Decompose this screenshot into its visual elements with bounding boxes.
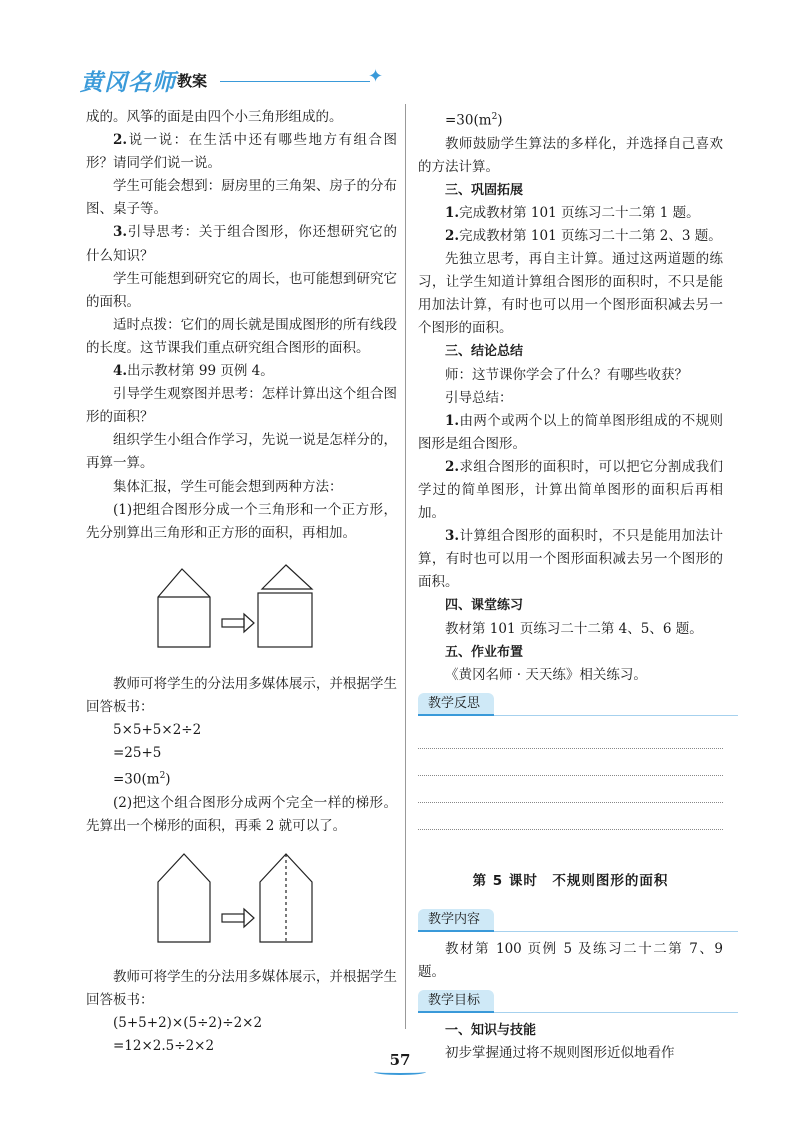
- formula-superscript: 2: [159, 771, 166, 782]
- item-number: 4.: [113, 363, 128, 380]
- paragraph: 学生可能会想到：厨房里的三角架、房子的分布图、桌子等。: [86, 178, 397, 218]
- formula-superscript: 2: [491, 112, 498, 122]
- paragraph: 组织学生小组合作学习，先说一说是怎样分的，再算一算。: [86, 432, 397, 472]
- item-number: 1.: [445, 204, 460, 221]
- paragraph: 《黄冈名师 · 天天练》相关练习。: [445, 666, 647, 683]
- item-number: 3.: [445, 528, 460, 545]
- paragraph: (2)把这个组合图形分成两个完全一样的梯形。先算出一个梯形的面积，再乘 2 就可以了。: [86, 794, 397, 834]
- dotted-line: [418, 748, 723, 749]
- square-piece: [258, 593, 312, 647]
- section-tag-content: 教学内容: [418, 909, 494, 932]
- page-header: [80, 64, 720, 104]
- paragraph-text: 完成教材第 101 页练习二十二第 1 题。: [459, 204, 700, 221]
- header-subtitle: 教案: [177, 72, 208, 90]
- section-heading: 三、巩固拓展: [445, 182, 524, 198]
- paragraph: [86, 129, 397, 175]
- dotted-line: [418, 829, 723, 830]
- right-column: [418, 106, 723, 1065]
- paragraph: [418, 202, 723, 225]
- paragraph: [418, 525, 723, 594]
- item-number: 3.: [113, 224, 128, 241]
- paragraph: [86, 221, 397, 267]
- page-number-ornament: [374, 1069, 426, 1075]
- paragraph: 教师鼓励学生算法的多样化，并选择自己喜欢的方法计算。: [418, 135, 723, 175]
- sparkle-icon: ✦: [368, 66, 384, 87]
- house-shape: [158, 569, 210, 647]
- page-number: 57: [389, 1051, 411, 1069]
- section-heading: 三、结论总结: [445, 344, 524, 360]
- item-number: 2.: [445, 227, 460, 244]
- paragraph-text: 求组合图形的面积时，可以把它分割成我们学过的简单图形，计算出简单图形的面积后再相加。: [418, 458, 723, 522]
- item-number: 1.: [445, 412, 460, 429]
- paragraph: [418, 456, 723, 525]
- formula-text: ): [497, 112, 503, 129]
- arrow-icon: [222, 909, 254, 927]
- brand-logo: 黄冈名师: [80, 70, 176, 96]
- paragraph: 学生可能想到研究它的周长，也可能想到研究它的面积。: [86, 270, 397, 310]
- dotted-line: [418, 775, 723, 776]
- section-tag-reflection: 教学反思: [418, 693, 494, 716]
- section-tag-goals: 教学目标: [418, 990, 494, 1013]
- paragraph: 教材第 101 页练习二十二第 4、5、6 题。: [445, 620, 703, 637]
- paragraph-text: 出示教材第 99 页例 4。: [127, 363, 274, 380]
- figure-triangle-square-split: [86, 549, 397, 659]
- item-number: 2.: [113, 132, 128, 149]
- triangle-piece: [262, 565, 312, 589]
- paragraph: 引导学生观察图并思考：怎样计算出这个组合图形的面积？: [86, 386, 397, 426]
- item-number: 2.: [445, 458, 460, 475]
- paragraph: (1)把组合图形分成一个三角形和一个正方形，先分别算出三角形和正方形的面积，再相加。: [86, 501, 397, 541]
- paragraph: 集体汇报，学生可能会想到两种方法：: [113, 478, 343, 495]
- header-rule: [220, 81, 370, 82]
- formula-text: =30(m: [445, 112, 492, 129]
- paragraph: 教材第 100 页例 5 及练习二十二第 7、9 题。: [418, 940, 723, 981]
- paragraph-text: 引导思考：关于组合图形，你还想研究它的什么知识？: [86, 224, 397, 264]
- dotted-line: [418, 802, 723, 803]
- formula-line: =25+5: [113, 745, 162, 762]
- paragraph: [418, 410, 723, 456]
- paragraph-text: 完成教材第 101 页练习二十二第 2、3 题。: [459, 227, 722, 244]
- paragraph: 适时点拨：它们的周长就是围成图形的所有线段的长度。这节课我们重点研究组合图形的面积。: [86, 316, 397, 356]
- formula-line: 5×5+5×2÷2: [113, 722, 202, 739]
- paragraph: 教师可将学生的分法用多媒体展示，并根据学生回答板书：: [86, 675, 397, 715]
- paragraph: [418, 225, 723, 248]
- section-heading: 四、课堂练习: [445, 598, 524, 614]
- section-heading: 一、知识与技能: [445, 1023, 537, 1039]
- figure-trapezoid-split: [86, 842, 397, 952]
- paragraph-text: 计算组合图形的面积时，不只是能用加法计算，有时也可以用一个图形面积减去另一个图形的面积。: [418, 528, 723, 591]
- paragraph: 先独立思考，再自主计算。通过这两道题的练习，让学生知道计算组合图形的面积时，不只是能用加法计算，有时也可以用一个图形面积减去另一个图形的面积。: [418, 251, 723, 337]
- formula-line: (5+5+2)×(5÷2)÷2×2: [113, 1015, 263, 1032]
- section-heading: 五、作业布置: [445, 644, 524, 660]
- formula-text: ): [165, 771, 171, 788]
- column-divider: [405, 104, 406, 1029]
- paragraph: 初步掌握通过将不规则图形近似地看作: [445, 1045, 675, 1062]
- paragraph: [86, 360, 397, 383]
- paragraph-text: 由两个或两个以上的简单图形组成的不规则图形是组合图形。: [418, 412, 723, 452]
- paragraph: 师：这节课你学会了什么？有哪些收获？: [445, 366, 688, 383]
- formula-line: =12×2.5÷2×2: [113, 1038, 215, 1055]
- arrow-icon: [222, 614, 254, 632]
- formula-line: [418, 106, 723, 133]
- paragraph: 成的。风筝的面是由四个小三角形组成的。: [86, 109, 343, 125]
- left-column: [86, 106, 397, 1059]
- reflection-lines: [418, 748, 723, 830]
- formula-text: =30(m: [113, 771, 160, 788]
- pentagon-shape: [158, 854, 210, 942]
- paragraph: 引导总结：: [445, 389, 513, 406]
- lesson-title: 第 5 课时 不规则图形的面积: [472, 872, 669, 889]
- formula-line: [86, 765, 397, 792]
- paragraph: 教师可将学生的分法用多媒体展示，并根据学生回答板书：: [86, 969, 397, 1009]
- paragraph-text: 说一说：在生活中还有哪些地方有组合图形？请同学们说一说。: [86, 132, 397, 172]
